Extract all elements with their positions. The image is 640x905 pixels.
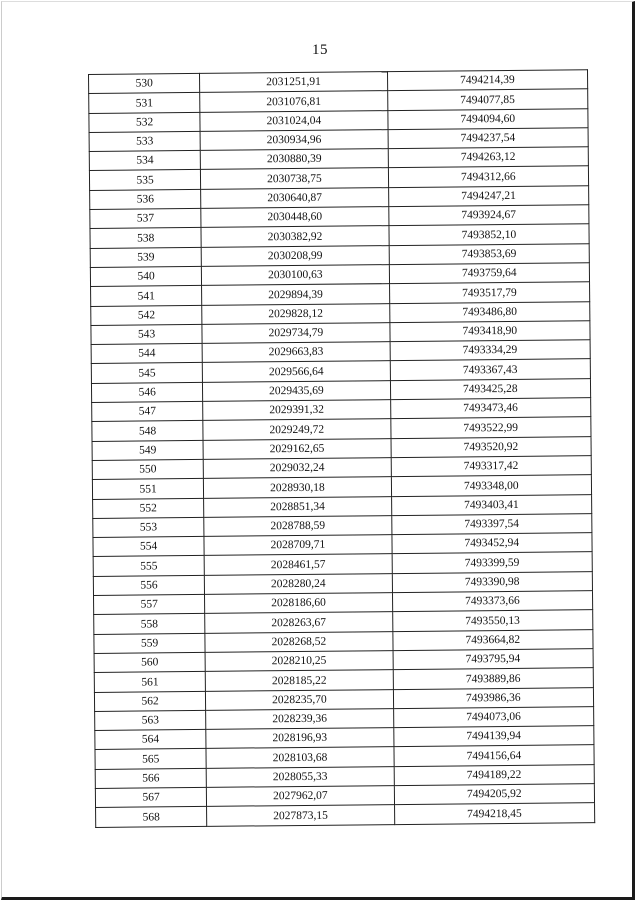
point-number-cell: 542 xyxy=(91,305,202,325)
x-coordinate-cell: 2029391,32 xyxy=(203,400,391,421)
y-coordinate-cell: 7493664,82 xyxy=(392,629,593,650)
y-coordinate-cell: 7493317,42 xyxy=(391,456,592,477)
x-coordinate-cell: 2030448,60 xyxy=(201,207,389,228)
point-number-cell: 549 xyxy=(92,440,203,460)
y-coordinate-cell: 7494263,12 xyxy=(388,147,589,168)
x-coordinate-cell: 2028196,93 xyxy=(206,728,394,749)
x-coordinate-cell: 2030880,39 xyxy=(200,149,388,170)
y-coordinate-cell: 7494077,85 xyxy=(387,89,588,110)
x-coordinate-cell: 2028055,33 xyxy=(206,766,394,787)
y-coordinate-cell: 7493452,94 xyxy=(392,533,593,554)
point-number-cell: 537 xyxy=(90,208,201,228)
y-coordinate-cell: 7493550,13 xyxy=(392,610,593,631)
y-coordinate-cell: 7493399,59 xyxy=(392,552,593,573)
x-coordinate-cell: 2029894,39 xyxy=(202,284,390,305)
x-coordinate-cell: 2030208,99 xyxy=(201,245,389,266)
x-coordinate-cell: 2028103,68 xyxy=(206,747,394,768)
point-number-cell: 559 xyxy=(94,633,205,653)
point-number-cell: 561 xyxy=(94,672,205,692)
point-number-cell: 567 xyxy=(95,787,206,807)
point-number-cell: 568 xyxy=(96,807,207,827)
x-coordinate-cell: 2028788,59 xyxy=(204,515,392,536)
point-number-cell: 531 xyxy=(89,93,200,113)
point-number-cell: 541 xyxy=(91,286,202,306)
y-coordinate-cell: 7494312,66 xyxy=(388,166,589,187)
point-number-cell: 533 xyxy=(89,131,200,151)
point-number-cell: 558 xyxy=(94,614,205,634)
y-coordinate-cell: 7494214,39 xyxy=(387,70,588,91)
x-coordinate-cell: 2028185,22 xyxy=(205,670,393,691)
point-number-cell: 555 xyxy=(93,556,204,576)
x-coordinate-cell: 2027962,07 xyxy=(207,786,395,807)
page-number: 15 xyxy=(312,42,328,58)
y-coordinate-cell: 7493889,86 xyxy=(393,668,594,689)
x-coordinate-cell: 2028263,67 xyxy=(205,612,393,633)
point-number-cell: 545 xyxy=(91,363,202,383)
x-coordinate-cell: 2028268,52 xyxy=(205,631,393,652)
x-coordinate-cell: 2029828,12 xyxy=(202,303,390,324)
point-number-cell: 563 xyxy=(95,710,206,730)
point-number-cell: 548 xyxy=(92,421,203,441)
x-coordinate-cell: 2028709,71 xyxy=(204,535,392,556)
point-number-cell: 543 xyxy=(91,324,202,344)
point-number-cell: 544 xyxy=(91,344,202,364)
y-coordinate-cell: 7493367,43 xyxy=(390,359,591,380)
coordinates-table xyxy=(88,69,595,827)
table-row xyxy=(96,803,595,827)
point-number-cell: 530 xyxy=(89,73,200,93)
x-coordinate-cell: 2028239,36 xyxy=(206,708,394,729)
y-coordinate-cell: 7493522,99 xyxy=(390,417,591,438)
x-coordinate-cell: 2031024,04 xyxy=(200,110,388,131)
point-number-cell: 540 xyxy=(90,266,201,286)
point-number-cell: 550 xyxy=(92,459,203,479)
x-coordinate-cell: 2028461,57 xyxy=(204,554,392,575)
y-coordinate-cell: 7493425,28 xyxy=(390,378,591,399)
point-number-cell: 564 xyxy=(95,729,206,749)
y-coordinate-cell: 7494073,06 xyxy=(393,706,594,727)
y-coordinate-cell: 7494218,45 xyxy=(394,803,595,824)
y-coordinate-cell: 7493418,90 xyxy=(389,321,590,342)
y-coordinate-cell: 7493373,66 xyxy=(392,591,593,612)
point-number-cell: 532 xyxy=(89,112,200,132)
y-coordinate-cell: 7493486,80 xyxy=(389,301,590,322)
y-coordinate-cell: 7493520,92 xyxy=(391,436,592,457)
x-coordinate-cell: 2027873,15 xyxy=(207,805,395,826)
x-coordinate-cell: 2031251,91 xyxy=(200,72,388,93)
point-number-cell: 535 xyxy=(89,170,200,190)
x-coordinate-cell: 2029663,83 xyxy=(202,342,390,363)
y-coordinate-cell: 7493473,46 xyxy=(390,398,591,419)
x-coordinate-cell: 2029435,69 xyxy=(203,380,391,401)
y-coordinate-cell: 7493334,29 xyxy=(390,340,591,361)
x-coordinate-cell: 2028235,70 xyxy=(206,689,394,710)
y-coordinate-cell: 7494139,94 xyxy=(393,726,594,747)
x-coordinate-cell: 2028186,60 xyxy=(205,593,393,614)
y-coordinate-cell: 7493852,10 xyxy=(389,224,590,245)
point-number-cell: 560 xyxy=(94,652,205,672)
x-coordinate-cell: 2028280,24 xyxy=(205,573,393,594)
x-coordinate-cell: 2029162,65 xyxy=(203,438,391,459)
y-coordinate-cell: 7493853,69 xyxy=(389,243,590,264)
point-number-cell: 553 xyxy=(93,517,204,537)
y-coordinate-cell: 7494247,21 xyxy=(388,185,589,206)
point-number-cell: 539 xyxy=(90,247,201,267)
x-coordinate-cell: 2030738,75 xyxy=(201,168,389,189)
point-number-cell: 536 xyxy=(90,189,201,209)
point-number-cell: 552 xyxy=(93,498,204,518)
y-coordinate-cell: 7493924,67 xyxy=(388,205,589,226)
y-coordinate-cell: 7493986,36 xyxy=(393,687,594,708)
coordinates-table-wrapper xyxy=(88,69,595,827)
y-coordinate-cell: 7494156,64 xyxy=(394,745,595,766)
point-number-cell: 554 xyxy=(93,537,204,557)
point-number-cell: 538 xyxy=(90,228,201,248)
x-coordinate-cell: 2030640,87 xyxy=(201,187,389,208)
x-coordinate-cell: 2030100,63 xyxy=(202,265,390,286)
y-coordinate-cell: 7493517,79 xyxy=(389,282,590,303)
point-number-cell: 565 xyxy=(95,749,206,769)
x-coordinate-cell: 2031076,81 xyxy=(200,91,388,112)
x-coordinate-cell: 2029566,64 xyxy=(202,361,390,382)
x-coordinate-cell: 2028851,34 xyxy=(204,496,392,517)
x-coordinate-cell: 2030934,96 xyxy=(200,130,388,151)
y-coordinate-cell: 7493795,94 xyxy=(393,649,594,670)
y-coordinate-cell: 7493390,98 xyxy=(392,571,593,592)
coordinates-table-body xyxy=(89,70,595,827)
x-coordinate-cell: 2029032,24 xyxy=(203,458,391,479)
x-coordinate-cell: 2028210,25 xyxy=(205,651,393,672)
point-number-cell: 546 xyxy=(91,382,202,402)
y-coordinate-cell: 7493348,00 xyxy=(391,475,592,496)
point-number-cell: 547 xyxy=(92,401,203,421)
point-number-cell: 534 xyxy=(89,151,200,171)
y-coordinate-cell: 7493759,64 xyxy=(389,263,590,284)
x-coordinate-cell: 2029249,72 xyxy=(203,419,391,440)
point-number-cell: 557 xyxy=(94,594,205,614)
x-coordinate-cell: 2029734,79 xyxy=(202,322,390,343)
point-number-cell: 551 xyxy=(92,479,203,499)
y-coordinate-cell: 7494189,22 xyxy=(394,764,595,785)
x-coordinate-cell: 2028930,18 xyxy=(204,477,392,498)
x-coordinate-cell: 2030382,92 xyxy=(201,226,389,247)
y-coordinate-cell: 7493403,41 xyxy=(391,494,592,515)
y-coordinate-cell: 7494237,54 xyxy=(388,128,589,149)
y-coordinate-cell: 7493397,54 xyxy=(391,514,592,535)
y-coordinate-cell: 7494205,92 xyxy=(394,784,595,805)
point-number-cell: 566 xyxy=(95,768,206,788)
y-coordinate-cell: 7494094,60 xyxy=(387,108,588,129)
point-number-cell: 562 xyxy=(94,691,205,711)
point-number-cell: 556 xyxy=(93,575,204,595)
